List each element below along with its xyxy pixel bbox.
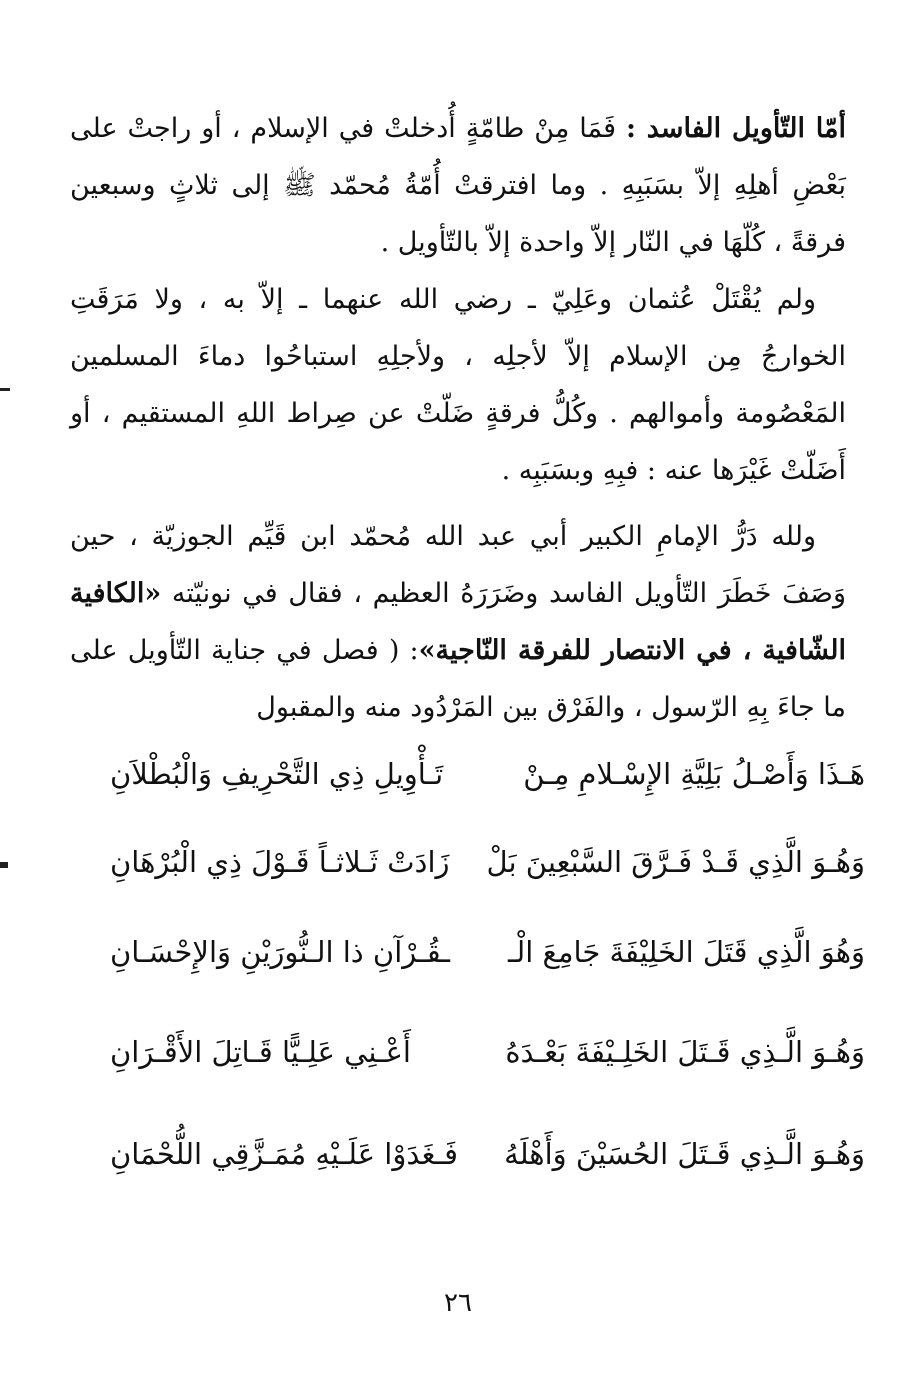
scan-edge-mark (0, 388, 10, 391)
paragraph-3-tail: : ( فصل في جناية التّأويل على ما جاءَ بِهِ الرّسول ، والفَرْق بين المَرْدُود منه والمقبول (70, 635, 846, 723)
verse-3 (110, 922, 865, 982)
verse-4-second-hemistich: أَعْـنِي عَلِـيًّا قَـاتِلَ الأَقْـرَانِ (110, 1035, 411, 1069)
verse-3-second-hemistich: ـقُـرْآنِ ذا الـنُّورَيْنِ وَالإِحْسَـانِ (110, 935, 450, 969)
verse-5 (110, 1124, 865, 1184)
paragraph-1 (70, 100, 846, 271)
verse-2-second-hemistich: زَادَتْ ثَـلاثـاً قَـوْلَ ذِي الْبُرْهَانِ (110, 845, 450, 879)
verse-2 (110, 832, 865, 892)
verse-5-first-hemistich: وَهُـوَ الَّـذِي قَـتَلَ الحُسَيْنَ وَأَهْلَهُ (504, 1137, 865, 1171)
paragraph-2 (70, 271, 846, 499)
verse-1 (110, 744, 865, 804)
poem-title: «الكافية الشّافية ، في الانتصار للفرقة النّاجية» (70, 578, 846, 666)
page-number: ٢٦ (444, 1288, 472, 1318)
paragraph-1-text: فَمَا مِنْ طامّةٍ أُدخلتْ في الإسلام ، أو راجتْ على بَعْضِ أهلِهِ إلاّ بسَبَبِهِ . وما افترقتْ أُمّةُ مُحمّد ﷺ إلى ثلاثٍ وسبعين فرقةً ، كُلّهَا في النّار إلاّ واحدة إلاّ بالتّأويل . (70, 113, 846, 258)
verse-4-first-hemistich: وَهُـوَ الَّـذِي قَـتَلَ الخَلِـيْفَةَ بَعْـدَهُ (505, 1035, 865, 1069)
verse-3-first-hemistich: وَهُوَ الَّذِي قَتَلَ الخَلِيْفَةَ جَامِعَ الْـ (507, 935, 865, 969)
verse-2-first-hemistich: وَهُـوَ الَّذِي قَـدْ فَـرَّقَ السَّبْعِينَ بَلْ (486, 845, 865, 879)
verse-1-second-hemistich: تَـأْوِيلِ ذِي التَّحْرِيفِ وَالْبُطْلاَنِ (110, 757, 444, 791)
paragraph-3 (70, 508, 846, 736)
paragraph-2-text: ولم يُقْتَلْ عُثمان وعَلِيّ ـ رضي الله عنهما ـ إلاّ به ، ولا مَرَقَتِ الخوارجُ مِن الإسلام إلاّ لأجلِه ، ولأجلِهِ استباحُوا دماءَ المسلمين المَعْصُومة وأموالهم . وكُلُّ فرقةٍ ضَلّتْ عن صِراط اللهِ المستقيم ، أو أَضَلّتْ غَيْرَها عنه : فبِهِ وبسَبَبِه . (70, 284, 846, 486)
scan-edge-mark (0, 862, 8, 868)
verse-4 (110, 1022, 865, 1082)
verse-1-first-hemistich: هَـذَا وَأَصْـلُ بَلِيَّةِ الإِسْـلامِ مِـنْ (523, 757, 865, 791)
verse-5-second-hemistich: فَـغَدَوْا عَلَـيْهِ مُمَـزَّقِي اللُّحْمَانِ (110, 1137, 458, 1171)
paragraph-3-text: ولله دَرُّ الإمامِ الكبير أبي عبد الله مُحمّد ابن قَيِّم الجوزيّة ، حين وَصَفَ خَطَرَ التّأويل الفاسد وضَرَرَهُ العظيم ، فقال في نونيّته (70, 521, 846, 609)
paragraph-1-heading: أمّا التّأويل الفاسد : (626, 113, 847, 144)
